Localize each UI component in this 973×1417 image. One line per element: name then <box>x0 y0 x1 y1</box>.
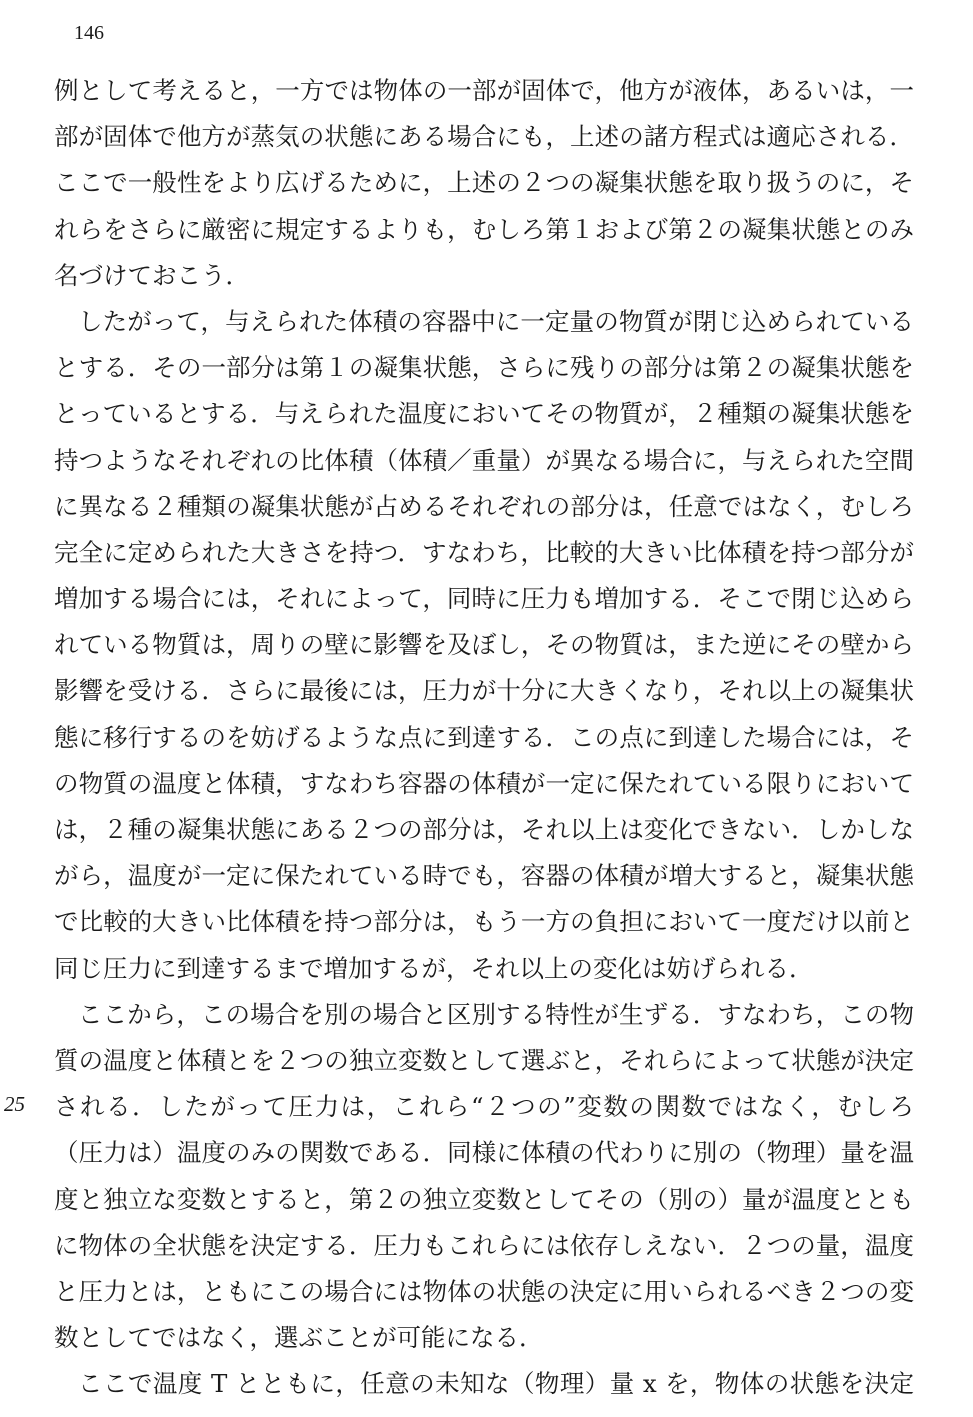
text-line: に異なる２種類の凝集状態が占めるそれぞれの部分は，任意ではなく，むしろ <box>54 491 914 521</box>
text-line: 名づけておこう． <box>54 260 250 290</box>
text-line: ここで温度 T とともに，任意の未知な（物理）量 x を，物体の状態を決定 <box>78 1369 914 1399</box>
text-line: 部が固体で他方が蒸気の状態にある場合にも，上述の諸方程式は適応される． <box>54 122 914 152</box>
text-line: 増加する場合には，それによって，同時に圧力も増加する．そこで閉じ込めら <box>54 584 914 614</box>
text-line: れらをさらに厳密に規定するよりも，むしろ第１および第２の凝集状態とのみ <box>54 214 914 244</box>
text-line: される．したがって圧力は，これら“２つの”変数の関数ではなく，むしろ <box>54 1092 914 1122</box>
text-line: の物質の温度と体積，すなわち容器の体積が一定に保たれている限りにおいて <box>54 768 914 798</box>
text-line: とっているとする．与えられた温度においてその物質が，２種類の凝集状態を <box>54 399 914 429</box>
text-line: がら，温度が一定に保たれている時でも，容器の体積が増大すると，凝集状態 <box>54 861 914 891</box>
text-line: 度と独立な変数とすると，第２の独立変数としてその（別の）量が温度ととも <box>54 1184 914 1214</box>
text-line: 数としてではなく，選ぶことが可能になる． <box>54 1323 544 1353</box>
text-line: ここで一般性をより広げるために，上述の２つの凝集状態を取り扱うのに，そ <box>54 168 914 198</box>
text-line: したがって，与えられた体積の容器中に一定量の物質が閉じ込められている <box>78 306 914 336</box>
text-line: 影響を受ける．さらに最後には，圧力が十分に大きくなり，それ以上の凝集状 <box>54 676 914 706</box>
page-number: 146 <box>74 22 104 44</box>
text-line: （圧力は）温度のみの関数である．同様に体積の代わりに別の（物理）量を温 <box>54 1138 914 1168</box>
text-line: は，２種の凝集状態にある２つの部分は，それ以上は変化できない．しかしな <box>54 815 914 844</box>
text-line: とする．その一部分は第１の凝集状態，さらに残りの部分は第２の凝集状態を <box>54 353 914 383</box>
text-line: 態に移行するのを妨げるような点に到達する．この点に到達した場合には，そ <box>54 722 914 752</box>
text-line: 完全に定められた大きさを持つ．すなわち，比較的大きい比体積を持つ部分が <box>54 537 914 567</box>
body-text <box>54 68 914 1407</box>
text-line: 例として考えると，一方では物体の一部が固体で，他方が液体，あるいは，一 <box>54 76 914 105</box>
text-line: と圧力とは，ともにこの場合には物体の状態の決定に用いられるべき２つの変 <box>54 1276 914 1306</box>
text-line: れている物質は，周りの壁に影響を及ぼし，その物質は，また逆にその壁から <box>54 630 914 660</box>
text-line: に物体の全状態を決定する．圧力もこれらには依存しえない．２つの量，温度 <box>54 1230 914 1260</box>
text-line: ここから，この場合を別の場合と区別する特性が生ずる．すなわち，この物 <box>78 999 914 1029</box>
text-line: 持つようなそれぞれの比体積（体積／重量）が異なる場合に，与えられた空間 <box>54 445 914 475</box>
text-line: 同じ圧力に到達するまで増加するが，それ以上の変化は妨げられる． <box>54 953 814 983</box>
margin-line-number: 25 <box>4 1092 25 1116</box>
text-line: で比較的大きい比体積を持つ部分は，もう一方の負担において一度だけ以前と <box>54 907 914 937</box>
text-line: 質の温度と体積とを２つの独立変数として選ぶと，それらによって状態が決定 <box>54 1045 914 1075</box>
